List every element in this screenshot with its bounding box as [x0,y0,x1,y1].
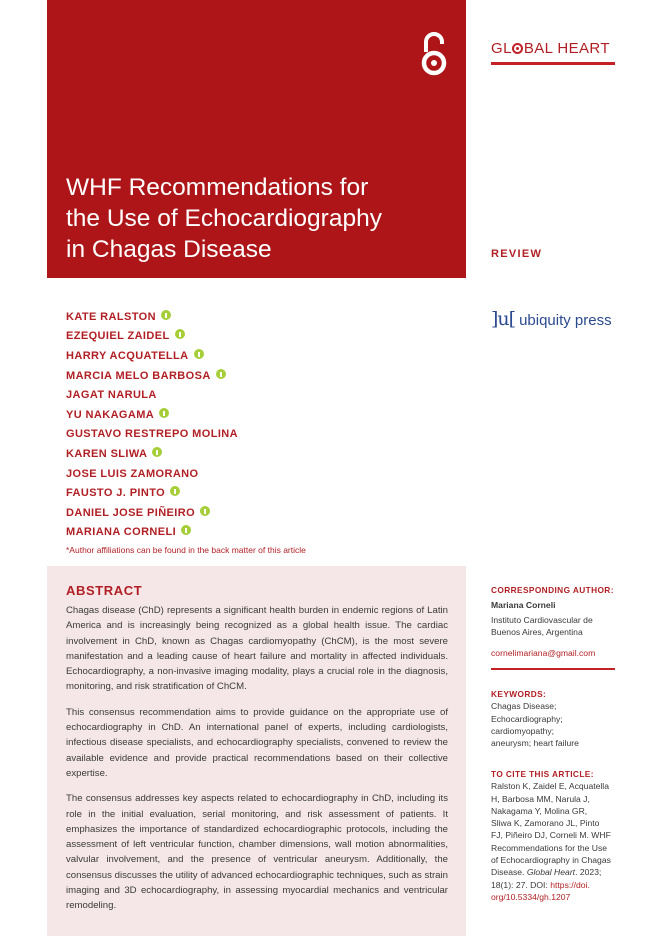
orcid-icon[interactable] [194,349,204,359]
journal-name-prefix: GL [491,40,512,57]
publisher-name: ubiquity press [519,312,612,329]
abstract-paragraph: Chagas disease (ChD) represents a significant health burden in endemic regions of Latin America and is increasingly being recognized as a global health issue. The cardiac involvement in ChD, known as Chagas cardiomyopathy (ChCM), is the most severe manifestation and a leading cause of heart failure and mortality in affected individuals. Echocardiography, a non-invasive imaging modality, plays a crucial role in the diagnosis, monitoring, and risk stratification of ChCM. [66,605,448,693]
doi-link[interactable]: https://doi. [550,879,590,890]
cite-text: 18(1): 27. DOI: [491,879,551,890]
author-item [66,405,238,425]
cite-line: FJ, Piñeiro DJ, Corneli M. WHF [491,830,611,841]
keyword-line: Echocardiography; [491,713,563,724]
title-line: the Use of Echocardiography [66,205,382,232]
author-item [66,425,238,445]
author-item [66,346,238,366]
cite-line: Recommendations for the Use [491,842,608,853]
author-item [66,366,238,386]
author-name[interactable]: FAUSTO J. PINTO [66,487,166,500]
cite-line: of Echocardiography in Chagas [491,855,611,866]
abstract-paragraph: This consensus recommendation aims to provide guidance on the appropriate use of echocardiography in ChD. An international panel of experts, including cardiologists, infectious disease specialists, and echocardiography specialists, convened to review the available evidence and provide practical recommendations based on their collective expertise. [66,706,448,779]
title-line: WHF Recommendations for [66,174,369,201]
corresponding-author-name: Mariana Corneli [491,600,556,611]
author-name[interactable]: MARIANA CORNELI [66,526,177,539]
author-name[interactable]: HARRY ACQUATELLA [66,349,189,362]
orcid-icon[interactable] [181,525,191,535]
author-item [66,483,238,503]
author-name[interactable]: KATE RALSTON [66,310,156,323]
journal-name-suffix: BAL HEART [523,40,610,57]
corresponding-email-link[interactable]: cornelimariana@gmail.com [491,648,596,659]
orcid-icon[interactable] [200,506,210,516]
journal-logo [491,40,615,65]
corresponding-institution: Instituto Cardiovascular de [491,614,593,625]
keyword-line: cardiomyopathy; [491,725,555,736]
doi-link-cont[interactable]: org/10.5334/gh.1207 [491,891,571,902]
affiliation-note: *Author affiliations can be found in the back matter of this article [66,545,306,555]
author-name[interactable]: GUSTAVO RESTREPO MOLINA [66,428,238,441]
cite-line: Sliwa K, Zamorano JL, Pinto [491,818,600,829]
cite-line [491,891,616,903]
abstract-heading: ABSTRACT [66,583,143,598]
orcid-icon[interactable] [175,329,185,339]
author-item [66,523,238,543]
author-item [66,307,238,327]
open-access-lock-icon [419,30,449,76]
cite-text: . 2023; [575,867,602,878]
author-item [66,444,238,464]
cite-line [491,866,616,878]
article-title [66,172,446,265]
abstract-paragraph: The consensus addresses key aspects related to echocardiography in ChD, including its role in the initial evaluation, serial monitoring, and risk assessment of patients. It emphasizes the importance of standardized echocardiographic protocols, including the assessment of left ventricular function, chamber dimensions, wall motion abnormalities, valvular involvement, and the presence of ventricular aneurysm. Additionally, the consensus discusses the utility of advanced echocardiographic techniques, such as strain imaging and 3D echocardiography, in assessing myocardial mechanics and ventricular remodeling. [66,793,448,912]
cite-journal: Global Heart [526,867,576,878]
author-item [66,503,238,523]
keyword-line: Chagas Disease; [491,701,557,712]
author-name[interactable]: JOSE LUIS ZAMORANO [66,467,199,480]
corresponding-author-block [491,584,616,659]
title-line: in Chagas Disease [66,236,272,263]
article-type-label: REVIEW [491,248,543,260]
cite-block [491,768,616,903]
corresponding-author-heading: CORRESPONDING AUTHOR: [491,585,614,595]
ubiquity-press-icon: ]u[ [491,308,516,330]
abstract-body [66,603,448,924]
keywords-block [491,688,616,749]
cite-line: H, Barbosa MM, Narula J, [491,793,590,804]
cite-line [491,879,616,891]
author-item [66,327,238,347]
cite-text: Disease. [491,867,527,878]
globe-o-icon [512,43,523,54]
corresponding-institution: Buenos Aires, Argentina [491,626,583,637]
author-name[interactable]: JAGAT NARULA [66,389,157,402]
keywords-heading: KEYWORDS: [491,689,547,699]
author-name[interactable]: KAREN SLIWA [66,447,148,460]
section-divider [491,668,615,670]
author-name[interactable]: DANIEL JOSE PIÑEIRO [66,506,196,519]
cite-heading: TO CITE THIS ARTICLE: [491,769,594,779]
orcid-icon[interactable] [161,310,171,320]
author-item [66,464,238,484]
author-name[interactable]: EZEQUIEL ZAIDEL [66,330,170,343]
author-name[interactable]: YU NAKAGAMA [66,408,155,421]
orcid-icon[interactable] [170,486,180,496]
cite-line: Ralston K, Zaidel E, Acquatella [491,781,609,792]
orcid-icon[interactable] [216,369,226,379]
author-item [66,385,238,405]
keyword-line: aneurysm; heart failure [491,738,579,749]
publisher-logo [491,308,612,330]
orcid-icon[interactable] [152,447,162,457]
author-list [66,307,238,542]
orcid-icon[interactable] [159,408,169,418]
cite-line: Nakagama Y, Molina GR, [491,805,588,816]
author-name[interactable]: MARCIA MELO BARBOSA [66,369,211,382]
